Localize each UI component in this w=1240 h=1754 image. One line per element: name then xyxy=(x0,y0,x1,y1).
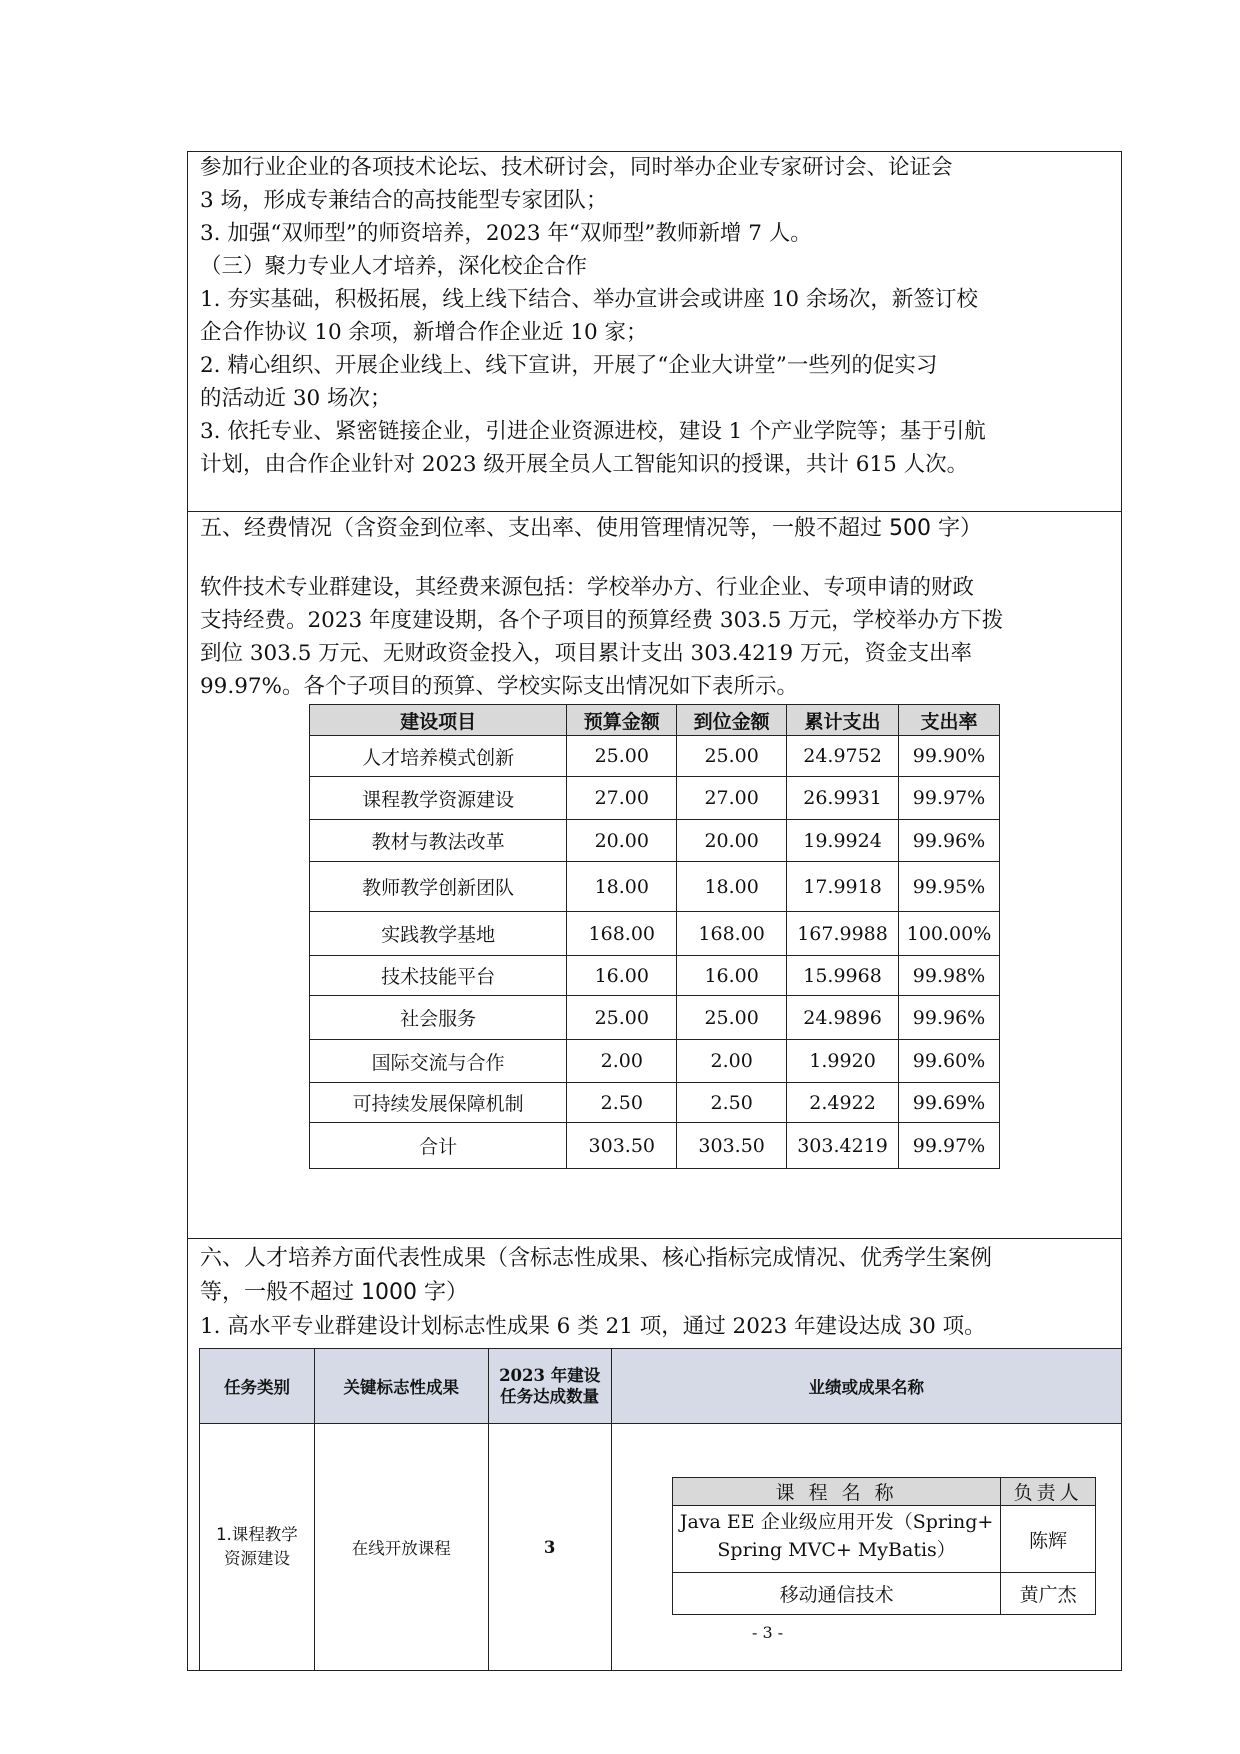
course-table xyxy=(672,1477,1096,1615)
section5-heading: 五、经费情况（含资金到位率、支出率、使用管理情况等，一般不超过 500 字） xyxy=(200,516,982,541)
budget-cell: 168.00 xyxy=(567,912,677,956)
project-cell: 教师教学创新团队 xyxy=(310,862,567,912)
page-number: - 3 - xyxy=(752,1623,784,1642)
budget-row xyxy=(310,1083,1000,1123)
spent-cell: 26.9931 xyxy=(787,777,899,820)
received-cell: 25.00 xyxy=(677,996,787,1040)
received-cell: 18.00 xyxy=(677,862,787,912)
column-header: 业绩或成果名称 xyxy=(611,1349,1121,1424)
course-header-row xyxy=(673,1478,1096,1506)
key-result-cell: 在线开放课程 xyxy=(314,1424,488,1671)
achievement-header-row xyxy=(200,1349,1122,1424)
section5-body-line: 软件技术专业群建设，其经费来源包括：学校举办方、行业企业、专项申请的财政 xyxy=(200,575,975,600)
budget-cell: 303.50 xyxy=(567,1123,677,1169)
section4-line: 企合作协议 10 余项，新增合作企业近 10 家； xyxy=(200,320,648,345)
spent-cell: 1.9920 xyxy=(787,1040,899,1083)
section4-line: 1. 夯实基础，积极拓展，线上线下结合、举办宣讲会或讲座 10 余场次，新签订校 xyxy=(200,287,978,312)
received-cell: 303.50 xyxy=(677,1123,787,1169)
course-name-cell xyxy=(673,1506,1001,1573)
project-cell: 合计 xyxy=(310,1123,567,1169)
budget-cell: 2.00 xyxy=(567,1040,677,1083)
section6-intro: 1. 高水平专业群建设计划标志性成果 6 类 21 项，通过 2023 年建设达成 30 项。 xyxy=(200,1314,986,1339)
received-cell: 2.00 xyxy=(677,1040,787,1083)
owner-cell: 陈辉 xyxy=(1001,1506,1096,1573)
rate-cell: 99.69% xyxy=(899,1083,1000,1123)
section4-line: 2. 精心组织、开展企业线上、线下宣讲，开展了“企业大讲堂”一些列的促实习 xyxy=(200,353,938,378)
rate-cell: 99.97% xyxy=(899,777,1000,820)
received-cell: 27.00 xyxy=(677,777,787,820)
budget-cell: 20.00 xyxy=(567,820,677,862)
section4-line: 参加行业企业的各项技术论坛、技术研讨会，同时举办企业专家研讨会、论证会 xyxy=(200,155,953,180)
budget-row xyxy=(310,777,1000,820)
spent-cell: 17.9918 xyxy=(787,862,899,912)
section6-heading-cont: 等，一般不超过 1000 字） xyxy=(200,1280,468,1305)
section4-line: 3. 依托专业、紧密链接企业，引进企业资源进校，建设 1 个产业学院等；基于引航 xyxy=(200,419,986,444)
budget-row xyxy=(310,862,1000,912)
section5-body-line: 99.97%。各个子项目的预算、学校实际支出情况如下表所示。 xyxy=(200,674,798,699)
section4-line: 3. 加强“双师型”的师资培养，2023 年“双师型”教师新增 7 人。 xyxy=(200,221,812,246)
column-header: 支出率 xyxy=(899,705,1000,736)
budget-row xyxy=(310,1040,1000,1083)
budget-header-row xyxy=(310,705,1000,736)
column-header: 到位金额 xyxy=(677,705,787,736)
rate-cell: 99.98% xyxy=(899,956,1000,996)
budget-cell: 25.00 xyxy=(567,996,677,1040)
project-cell: 教材与教法改革 xyxy=(310,820,567,862)
project-cell: 实践教学基地 xyxy=(310,912,567,956)
column-header: 建设项目 xyxy=(310,705,567,736)
owner-cell: 黄广杰 xyxy=(1001,1573,1096,1615)
received-cell: 168.00 xyxy=(677,912,787,956)
project-cell: 社会服务 xyxy=(310,996,567,1040)
section-divider xyxy=(187,1238,1122,1239)
project-cell: 国际交流与合作 xyxy=(310,1040,567,1083)
budget-total-row xyxy=(310,1123,1000,1169)
received-cell: 20.00 xyxy=(677,820,787,862)
column-header: 任务类别 xyxy=(200,1349,315,1424)
rate-cell: 99.60% xyxy=(899,1040,1000,1083)
budget-cell: 18.00 xyxy=(567,862,677,912)
rate-cell: 99.90% xyxy=(899,736,1000,777)
budget-row xyxy=(310,736,1000,777)
budget-row xyxy=(310,956,1000,996)
count-cell: 3 xyxy=(488,1424,611,1671)
section4-line: 的活动近 30 场次； xyxy=(200,386,392,411)
column-header: 关键标志性成果 xyxy=(314,1349,488,1424)
spent-cell: 19.9924 xyxy=(787,820,899,862)
budget-cell: 16.00 xyxy=(567,956,677,996)
section4-line: 3 场，形成专兼结合的高技能型专家团队； xyxy=(200,188,608,213)
budget-row xyxy=(310,820,1000,862)
spent-cell: 167.9988 xyxy=(787,912,899,956)
project-cell: 技术技能平台 xyxy=(310,956,567,996)
section4-subheading: （三）聚力专业人才培养，深化校企合作 xyxy=(200,254,588,279)
column-header: 累计支出 xyxy=(787,705,899,736)
spent-cell: 2.4922 xyxy=(787,1083,899,1123)
spent-cell: 24.9896 xyxy=(787,996,899,1040)
rate-cell: 99.96% xyxy=(899,996,1000,1040)
rate-cell: 99.95% xyxy=(899,862,1000,912)
project-cell: 人才培养模式创新 xyxy=(310,736,567,777)
budget-cell: 27.00 xyxy=(567,777,677,820)
task-category-cell: 1.课程教学资源建设 xyxy=(200,1424,315,1671)
spent-cell: 15.9968 xyxy=(787,956,899,996)
section5-body-line: 到位 303.5 万元、无财政资金投入，项目累计支出 303.4219 万元，资金支出率 xyxy=(200,641,972,666)
column-header: 负责人 xyxy=(1001,1478,1096,1506)
column-header: 预算金额 xyxy=(567,705,677,736)
budget-row xyxy=(310,912,1000,956)
budget-cell: 2.50 xyxy=(567,1083,677,1123)
course-row xyxy=(673,1506,1096,1573)
column-header: 2023 年建设任务达成数量 xyxy=(488,1349,611,1424)
rate-cell: 99.97% xyxy=(899,1123,1000,1169)
course-row xyxy=(673,1573,1096,1615)
rate-cell: 100.00% xyxy=(899,912,1000,956)
project-cell: 课程教学资源建设 xyxy=(310,777,567,820)
received-cell: 25.00 xyxy=(677,736,787,777)
course-name-cell: 移动通信技术 xyxy=(673,1573,1001,1615)
received-cell: 2.50 xyxy=(677,1083,787,1123)
budget-table xyxy=(309,704,1000,1169)
received-cell: 16.00 xyxy=(677,956,787,996)
rate-cell: 99.96% xyxy=(899,820,1000,862)
section6-heading: 六、人才培养方面代表性成果（含标志性成果、核心指标完成情况、优秀学生案例 xyxy=(200,1246,993,1271)
section5-body-line: 支持经费。2023 年度建设期，各个子项目的预算经费 303.5 万元，学校举办方下拨 xyxy=(200,608,1004,633)
budget-row xyxy=(310,996,1000,1040)
section4-line: 计划，由合作企业针对 2023 级开展全员人工智能知识的授课，共计 615 人次。 xyxy=(200,452,969,477)
course-name: Java EE 企业级应用开发（Spring+ Spring MVC+ MyBatis） xyxy=(679,1511,994,1561)
column-header: 课 程 名 称 xyxy=(673,1478,1001,1506)
budget-cell: 25.00 xyxy=(567,736,677,777)
spent-cell: 303.4219 xyxy=(787,1123,899,1169)
spent-cell: 24.9752 xyxy=(787,736,899,777)
project-cell: 可持续发展保障机制 xyxy=(310,1083,567,1123)
